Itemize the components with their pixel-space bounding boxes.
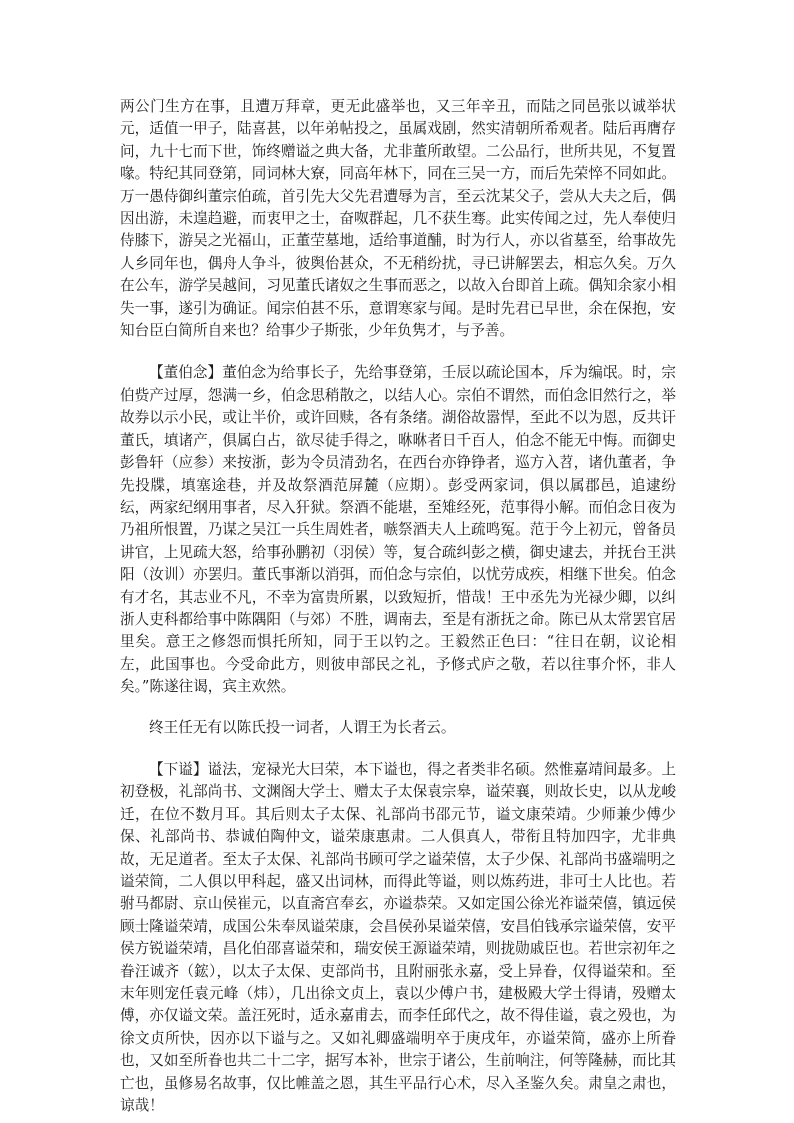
paragraph-3: 终王任无有以陈氏投一词者，人谓王为长者云。 [149, 718, 456, 736]
document-page [120, 96, 676, 1117]
paragraph-xia-shi: 【下谥】谥法，宠禄光大曰荣，本下谥也，得之者类非名硕。然惟嘉靖间最多。上初登极，礼部尚书、文渊阁大学士、赠太子太保袁宗皋，谥荣襄，则故长史，以从龙峻迁，在位不数月耳。其后则太子太保、礼部尚书邵元节，谥文康荣靖。少师兼少傅少保、礼部尚书、恭诚伯陶仲文，谥荣康惠肃。二人俱真人，带衔且特加四字，尤非典故，无足道者。至太子太保、礼部尚书顾可学之谥荣僖，太子少保、礼部尚书盛端明之谥荣简，二人俱以甲科起，盛又出词林，而得此等谥，则以炼药进，非可士人比也。若驸马都尉、京山侯崔元，以直斋宫奉玄，亦谥恭荣。又如定国公徐光祚谥荣僖，镇远侯顾士隆谥荣靖，成国公朱奉凤谥荣康，会昌侯孙杲谥荣僖，安昌伯钱承宗谥荣僖，安平侯方锐谥荣靖，昌化伯邵喜谥荣和，瑞安侯王源谥荣靖，则拢勋戚臣也。若世宗初年之眷汪诚齐（鋐），以太子太保、吏部尚书，且附丽张永嘉，受上异眷，仅得谥荣和。至末年则宠任袁元峰（炜），几出徐文贞上，袁以少傅户书，建极殿大学士得请，殁赠太傅，亦仅谥文荣。盖汪死时，适永嘉甫去，而李任邱代之，故不得佳谥，袁之殁也，为徐文贞所快，因亦以下谥与之。又如礼卿盛端明卒于庚戌年，亦谥荣简，盛亦上所眷也，又如至所眷也共二十二字，据写本补，世宗于诸公，生前响注，何等隆赫，而比其亡也，虽修易名故事，仅比帷盖之恩，其生平品行心术，尽入圣鉴久矣。肃皇之肃也，谅哉！ [120, 760, 676, 1115]
paragraph-1: 两公门生方在事，且遭万拜章，更无此盛举也，又三年辛丑，而陆之同邑张以诚举状元，适值一甲子，陆喜甚，以年弟帖投之，虽属戏剧，然实清朝所希观者。陆后再膺存问，九十七而下世，饰终赠谥之典大备，尤非董所敢望。二公品行，世所共见，不复置喙。特纪其同登第，同词林大寮，同高年林下，同在三吴一方，而后先荣悴不同如此。万一愚侍御纠董宗伯疏，首引先大父先君遭辱为言，至云沈某父子，尝从大夫之后，偶因出游，未遑趋避，而衷甲之士，奋呶群起，几不获生骞。此实传闻之过，先人奉使归侍膝下，游吴之光福山，正董茔墓地，适给事道酺，时为行人，亦以省墓至，给事故先人乡同年也，偶舟人争斗，彼舆佁甚众，不无稍纷扰，寻已讲解罢去，相忘久矣。万久在公车，游学吴越间，习见董氏诸奴之生事而恶之，以故入台即首上疏。偶知余家小相失一事，遂引为确证。闻宗伯甚不乐，意谓寒家与闻。是时先君已早世，余在保抱，安知台臣白简所自来也？给事少子斯张，少年负隽才，与予善。 [120, 98, 676, 340]
paragraph-dong-bonian: 【董伯念】董伯念为给事长子，先给事登第，壬辰以疏论国本，斥为编氓。时，宗伯赀产过厚，怨满一乡，伯念思稍散之，以结人心。宗伯不谓然，而伯念旧然行之，举故券以示小民，或让半价，或许回赎，各有条绪。湖俗故嚣悍，至此不以为恩，反共讦董氏，填诸产，俱属白占，欲尽徒手得之，咻咻者日千百人，伯念不能无中悔。而御史彭鲁轩（应参）来按浙，彭为令员清劲名，在西台亦铮铮者，巡方入苕，诸仇董者，争先投牒，填塞途巷，并及故祭酒范屏麓（应期）。彭受两家词，俱以属郡邑，追逮纷纭，两家纪纲用事者，尽入犴狱。祭酒不能堪，至雉经死，范事得小解。而伯念日夜为乃祖所恨置，乃谋之吴江一兵生周姓者，嗾祭酒夫人上疏鸣冤。范于今上初元，曾备员讲官，上见疏大怒，给事孙鹏初（羽侯）等，复合疏纠彭之横，御史逮去，并抚台王洪阳（汝训）亦罢归。董氏事渐以消弭，而伯念与宗伯，以忧劳成疾，相继下世矣。伯念有才名，其志业不凡，不幸为富贵所累，以致短折，惜哉！王中丞先为光禄少卿，以纠浙人吏科都给事中陈隅阳（与郊）不胜，调南去，至是有浙抚之命。陈已从太常罢官居里矣。意王之修怨而惧托所知，同于王以钓之。王毅然正色曰：“往日在朝，议论相左，此国事也。今受命此方，则彼申部民之礼，予修式庐之敬，若以往事介怀，非人矣。”陈遂往谒，宾主欢然。 [120, 364, 676, 696]
